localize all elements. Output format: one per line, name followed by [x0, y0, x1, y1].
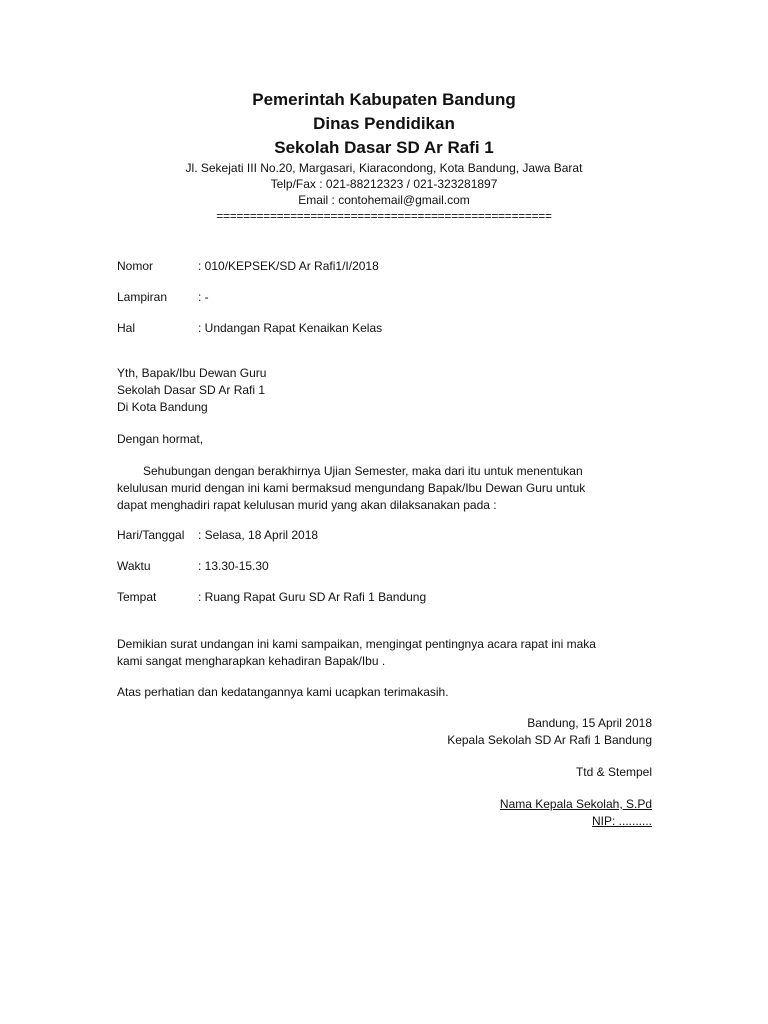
greeting: Dengan hormat, [117, 432, 204, 446]
closing-line-1: Demikian surat undangan ini kami sampaikan, mengingat pentingnya acara rapat ini maka [117, 637, 596, 651]
signature-name: Nama Kepala Sekolah, S.Pd [499, 797, 652, 811]
recipient-line-1: Yth, Bapak/Ibu Dewan Guru [117, 366, 267, 380]
body-line-3: dapat menghadiri rapat kelulusan murid yang akan dilaksanakan pada : [117, 498, 497, 512]
letterhead-email: Email : contohemail@gmail.com [298, 193, 470, 207]
tempat-label: Tempat [117, 590, 157, 604]
letterhead-school: Sekolah Dasar SD Ar Rafi 1 [274, 138, 494, 157]
letterhead-separator: ================================================== [216, 209, 552, 223]
closing-line-2: kami sangat mengharapkan kehadiran Bapak/Ibu . [117, 654, 386, 668]
waktu-value: : 13.30-15.30 [198, 559, 269, 573]
body-line-2: kelulusan murid dengan ini kami bermaksud mengundang Bapak/Ibu Dewan Guru untuk [117, 481, 586, 495]
signature-title: Kepala Sekolah SD Ar Rafi 1 Bandung [447, 733, 652, 747]
hal-label: Hal [117, 321, 136, 335]
nomor-label: Nomor [117, 259, 154, 273]
body-line-1: Sehubungan dengan berakhirnya Ujian Semester, maka dari itu untuk menentukan [143, 464, 583, 478]
letterhead-address: Jl. Sekejati III No.20, Margasari, Kiaracondong, Kota Bandung, Jawa Barat [185, 161, 583, 175]
hal-value: : Undangan Rapat Kenaikan Kelas [198, 321, 383, 335]
letterhead-government: Pemerintah Kabupaten Bandung [252, 90, 516, 109]
tempat-value: : Ruang Rapat Guru SD Ar Rafi 1 Bandung [198, 590, 427, 604]
waktu-label: Waktu [117, 559, 151, 573]
letterhead-phone: Telp/Fax : 021-88212323 / 021-323281897 [270, 177, 498, 191]
recipient-line-2: Sekolah Dasar SD Ar Rafi 1 [117, 383, 266, 397]
lampiran-label: Lampiran [117, 290, 168, 304]
signature-place-date: Bandung, 15 April 2018 [527, 716, 652, 730]
nomor-value: : 010/KEPSEK/SD Ar Rafi1/I/2018 [198, 259, 379, 273]
hari-label: Hari/Tanggal [117, 528, 185, 542]
lampiran-value: : - [198, 290, 209, 304]
signature-stamp: Ttd & Stempel [575, 765, 652, 779]
closing-thanks: Atas perhatian dan kedatangannya kami ucapkan terimakasih. [117, 685, 449, 699]
letterhead-department: Dinas Pendidikan [313, 114, 455, 133]
signature-nip: NIP: .......... [591, 814, 652, 828]
hari-value: : Selasa, 18 April 2018 [198, 528, 319, 542]
recipient-line-3: Di Kota Bandung [117, 400, 208, 414]
